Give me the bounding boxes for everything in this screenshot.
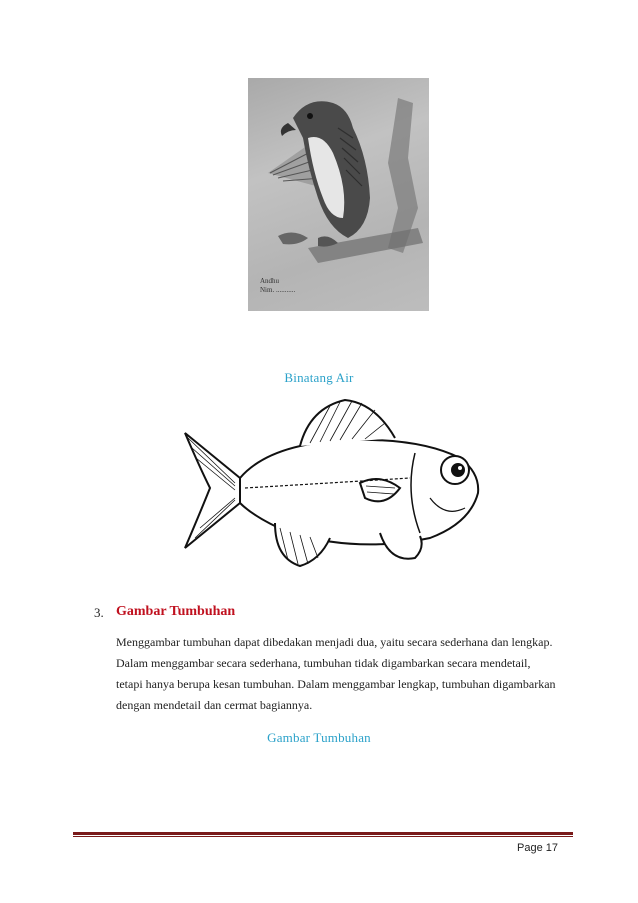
bird-sketch-image (248, 78, 429, 311)
page-number: Page 17 (517, 842, 558, 854)
footer-rule-thin (73, 836, 573, 837)
section-paragraph: Menggambar tumbuhan dapat dibedakan menjadi dua, yaitu secara sederhana dan lengkap. Dalam menggambar secara sederhana, tumbuhan tidak digambarkan secara mendetail, tetapi hanya berupa kesan tumbuhan. Dalam menggambar lengkap, tumbuhan digambarkan dengan mendetail dan cermat bagiannya. (116, 635, 556, 712)
svg-text:Nim. ...........: Nim. ........... (260, 286, 296, 294)
water-animal-caption: Binatang Air (284, 370, 354, 385)
section-number: 3. (94, 605, 104, 620)
footer-rule-thick (73, 832, 573, 835)
plants-caption: Gambar Tumbuhan (267, 730, 371, 745)
section-title: Gambar Tumbuhan (116, 604, 236, 619)
fish-illustration (180, 398, 480, 573)
svg-text:Andhu: Andhu (260, 277, 280, 285)
